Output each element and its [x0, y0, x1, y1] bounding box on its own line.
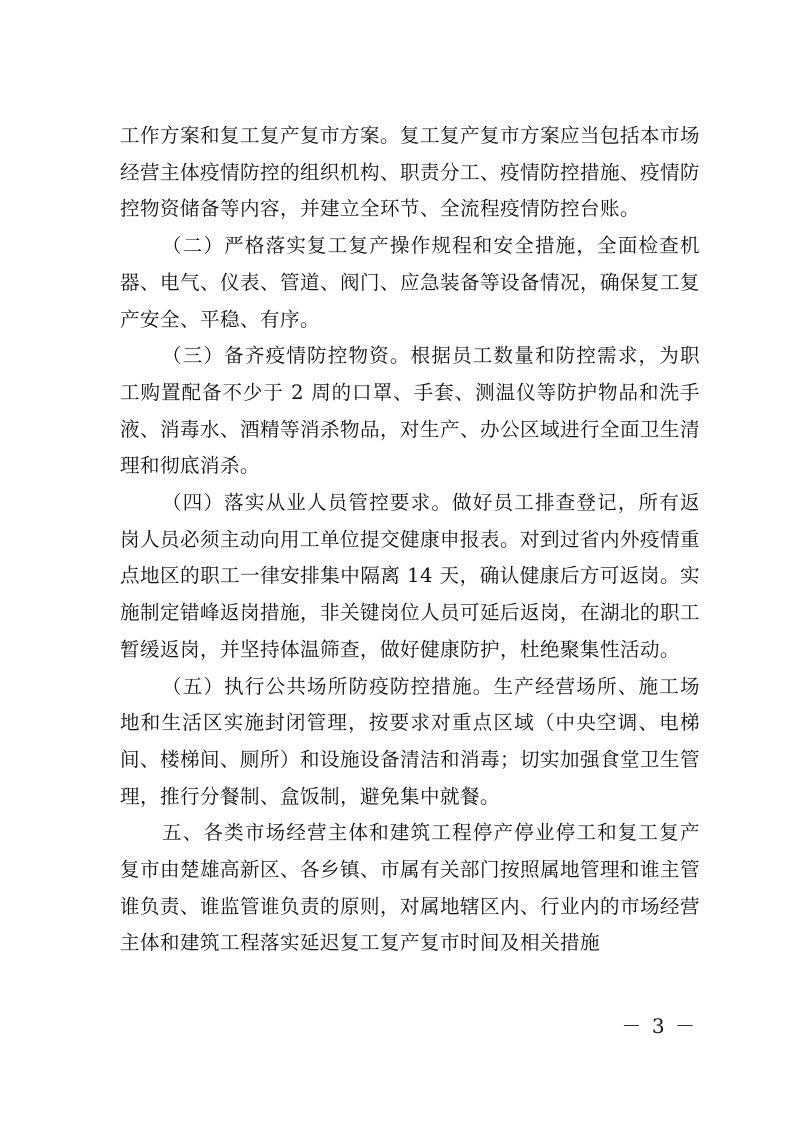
page-number: － 3 －	[621, 1014, 697, 1038]
paragraph-item-5: （五）执行公共场所防疫防控措施。生产经营场所、施工场地和生活区实施封闭管理，按要求对重点区域（中央空调、电梯间、楼梯间、厕所）和设施设备清洁和消毒；切实加强食堂卫生管理，推行分餐制、盒饭制，避免集中就餐。	[120, 674, 701, 808]
paragraph-continuation: 工作方案和复工复产复市方案。复工复产复市方案应当包括本市场经营主体疫情防控的组织机构、职责分工、疫情防控措施、疫情防控物资储备等内容，并建立全环节、全流程疫情防控台账。	[120, 124, 701, 221]
paragraph-section-5: 五、各类市场经营主体和建筑工程停产停业停工和复工复产复市由楚雄高新区、各乡镇、市属有关部门按照属地管理和谁主管谁负责、谁监管谁负责的原则，对属地辖区内、行业内的市场经营主体和建筑工程落实延迟复工复产复市时间及相关措施	[120, 821, 701, 955]
paragraph-item-3: （三）备齐疫情防控物资。根据员工数量和防控需求，为职工购置配备不少于 2 周的口罩、手套、测温仪等防护物品和洗手液、消毒水、酒精等消杀物品，对生产、办公区域进行全面卫生清理和彻底消杀。	[120, 344, 701, 478]
document-body	[120, 118, 700, 962]
paragraph-item-4: （四）落实从业人员管控要求。做好员工排查登记，所有返岗人员必须主动向用工单位提交健康申报表。对到过省内外疫情重点地区的职工一律安排集中隔离 14 天，确认健康后方可返岗。实施制定错峰返岗措施，非关键岗位人员可延后返岗，在湖北的职工暂缓返岗，并坚持体温筛查，做好健康防护，杜绝聚集性活动。	[120, 491, 701, 661]
paragraph-item-2: （二）严格落实复工复产操作规程和安全措施，全面检查机器、电气、仪表、管道、阀门、应急装备等设备情况，确保复工复产安全、平稳、有序。	[120, 234, 701, 331]
